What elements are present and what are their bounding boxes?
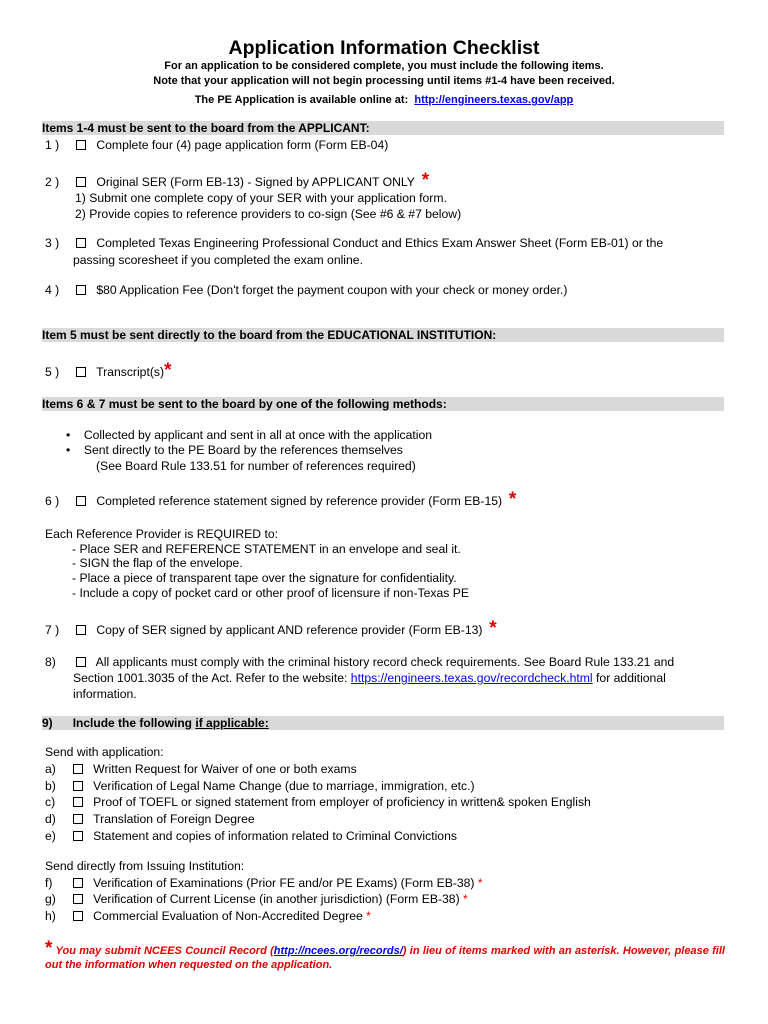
item-1: 1 ) Complete four (4) page application form (Form EB-04) [45, 138, 389, 152]
asterisk-mark: * [366, 909, 371, 923]
method-bullet-1: • Collected by applicant and sent in all at once with the application [66, 428, 433, 442]
item-4-text: $80 Application Fee (Don't forget the payment coupon with your check or money order.) [96, 283, 568, 297]
item-7: 7 ) Copy of SER signed by applicant AND reference provider (Form EB-13) * [45, 618, 497, 639]
intro-line-2: Note that your application will not begin processing until items #1-4 have been received. [153, 75, 615, 87]
provider-step: - SIGN the flap of the envelope. [72, 556, 243, 570]
item-6: 6 ) Completed reference statement signed by reference provider (Form EB-15) * [45, 489, 517, 510]
asterisk-mark: * [463, 892, 468, 906]
institution-section-heading: Item 5 must be sent directly to the board from the EDUCATIONAL INSTITUTION: [42, 328, 724, 342]
optional-item-c: c) Proof of TOEFL or signed statement from employer of proficiency in written& spoken English [45, 795, 591, 809]
item-7-text: Copy of SER signed by applicant AND reference provider (Form EB-13) [96, 623, 483, 637]
record-check-link[interactable]: https://engineers.texas.gov/recordcheck.html [350, 671, 593, 685]
provider-step: - Place a piece of transparent tape over the signature for confidentiality. [72, 571, 457, 585]
item-6-text: Completed reference statement signed by reference provider (Form EB-15) [96, 494, 503, 508]
optional-item-d: d) Translation of Foreign Degree [45, 812, 255, 826]
item-8-text: All applicants must comply with the criminal history record check requirements. See Board Rule 133.21 and [95, 655, 675, 669]
item-f-checkbox[interactable] [73, 878, 83, 888]
item-h-checkbox[interactable] [73, 911, 83, 921]
optional-item-g: g) Verification of Current License (in another jurisdiction) (Form EB-38) * [45, 892, 468, 906]
item-8: 8) All applicants must comply with the criminal history record check requirements. See Board Rule 133.21 and [45, 655, 675, 669]
online-prefix: The PE Application is available online at: [194, 94, 409, 106]
item-5-text: Transcript(s) [96, 365, 165, 379]
item-2-sub-1: 1) Submit one complete copy of your SER with your application form. [75, 191, 447, 205]
asterisk-mark: * [489, 618, 497, 639]
item-g-checkbox[interactable] [73, 894, 83, 904]
item-c-checkbox[interactable] [73, 797, 83, 807]
item-3-checkbox[interactable] [76, 238, 86, 248]
item-6-checkbox[interactable] [76, 496, 86, 506]
ncees-records-link[interactable]: http://ncees.org/records/ [273, 945, 403, 957]
page-title: Application Information Checklist [228, 37, 540, 59]
item-a-checkbox[interactable] [73, 764, 83, 774]
method-note: (See Board Rule 133.51 for number of references required) [96, 459, 416, 473]
method-bullet-2: • Sent directly to the PE Board by the references themselves [66, 443, 403, 457]
optional-item-a: a) Written Request for Waiver of one or both exams [45, 762, 357, 776]
provider-step: - Include a copy of pocket card or other proof of licensure if non-Texas PE [72, 586, 469, 600]
applicable-section-heading: 9) Include the following if applicable: [42, 716, 724, 730]
item-8-text-cont: Section 1001.3035 of the Act. Refer to the website: https://engineers.texas.gov/recordcheck.html for additional [73, 671, 666, 685]
item-5: 5 ) Transcript(s)* [45, 360, 172, 381]
provider-heading: Each Reference Provider is REQUIRED to: [45, 527, 279, 541]
item-2: 2 ) Original SER (Form EB-13) - Signed by APPLICANT ONLY * [45, 170, 430, 191]
asterisk-mark: * [477, 876, 483, 890]
item-8-text-end: information. [73, 687, 137, 701]
item-3-text: Completed Texas Engineering Professional Conduct and Ethics Exam Answer Sheet (Form EB-01) or the [96, 236, 664, 250]
item-2-checkbox[interactable] [76, 177, 86, 187]
send-direct-heading: Send directly from Issuing Institution: [45, 859, 245, 873]
intro-line-1: For an application to be considered complete, you must include the following items. [164, 60, 604, 72]
asterisk-mark: * [45, 938, 53, 959]
item-7-checkbox[interactable] [76, 625, 86, 635]
send-with-heading: Send with application: [45, 745, 164, 759]
item-4-checkbox[interactable] [76, 285, 86, 295]
item-4: 4 ) $80 Application Fee (Don't forget the payment coupon with your check or money order.) [45, 283, 568, 297]
item-b-checkbox[interactable] [73, 781, 83, 791]
item-1-checkbox[interactable] [76, 140, 86, 150]
asterisk-footnote: * You may submit NCEES Council Record (http://ncees.org/records/) in lieu of items marked with an asterisk. However, please fill out the information when requested on the application. [45, 938, 725, 971]
provider-step: - Place SER and REFERENCE STATEMENT in an envelope and seal it. [72, 542, 461, 556]
asterisk-mark: * [508, 489, 517, 510]
bullet-icon: • [66, 443, 71, 457]
item-8-checkbox[interactable] [76, 657, 86, 667]
references-section-heading: Items 6 & 7 must be sent to the board by one of the following methods: [42, 397, 724, 411]
item-2-text: Original SER (Form EB-13) - Signed by APPLICANT ONLY [96, 175, 415, 189]
applicant-section-heading: Items 1-4 must be sent to the board from the APPLICANT: [42, 121, 724, 135]
item-3-text-cont: passing scoresheet if you completed the exam online. [73, 253, 363, 267]
item-2-sub-2: 2) Provide copies to reference providers to co-sign (See #6 & #7 below) [75, 207, 462, 221]
optional-item-f: f) Verification of Examinations (Prior FE and/or PE Exams) (Form EB-38) * [45, 876, 483, 890]
online-line [0, 94, 768, 106]
optional-item-e: e) Statement and copies of information related to Criminal Convictions [45, 829, 457, 843]
application-link[interactable]: http://engineers.texas.gov/app [414, 94, 574, 106]
item-5-checkbox[interactable] [76, 367, 86, 377]
item-e-checkbox[interactable] [73, 831, 83, 841]
optional-item-h: h) Commercial Evaluation of Non-Accredited Degree * [45, 909, 371, 923]
item-3: 3 ) Completed Texas Engineering Professional Conduct and Ethics Exam Answer Sheet (Form EB-01) or the [45, 236, 664, 250]
asterisk-mark: * [421, 170, 430, 191]
item-d-checkbox[interactable] [73, 814, 83, 824]
bullet-icon: • [66, 428, 71, 442]
optional-item-b: b) Verification of Legal Name Change (due to marriage, immigration, etc.) [45, 779, 475, 793]
asterisk-mark: * [164, 360, 172, 381]
item-1-text: Complete four (4) page application form (Form EB-04) [96, 138, 389, 152]
